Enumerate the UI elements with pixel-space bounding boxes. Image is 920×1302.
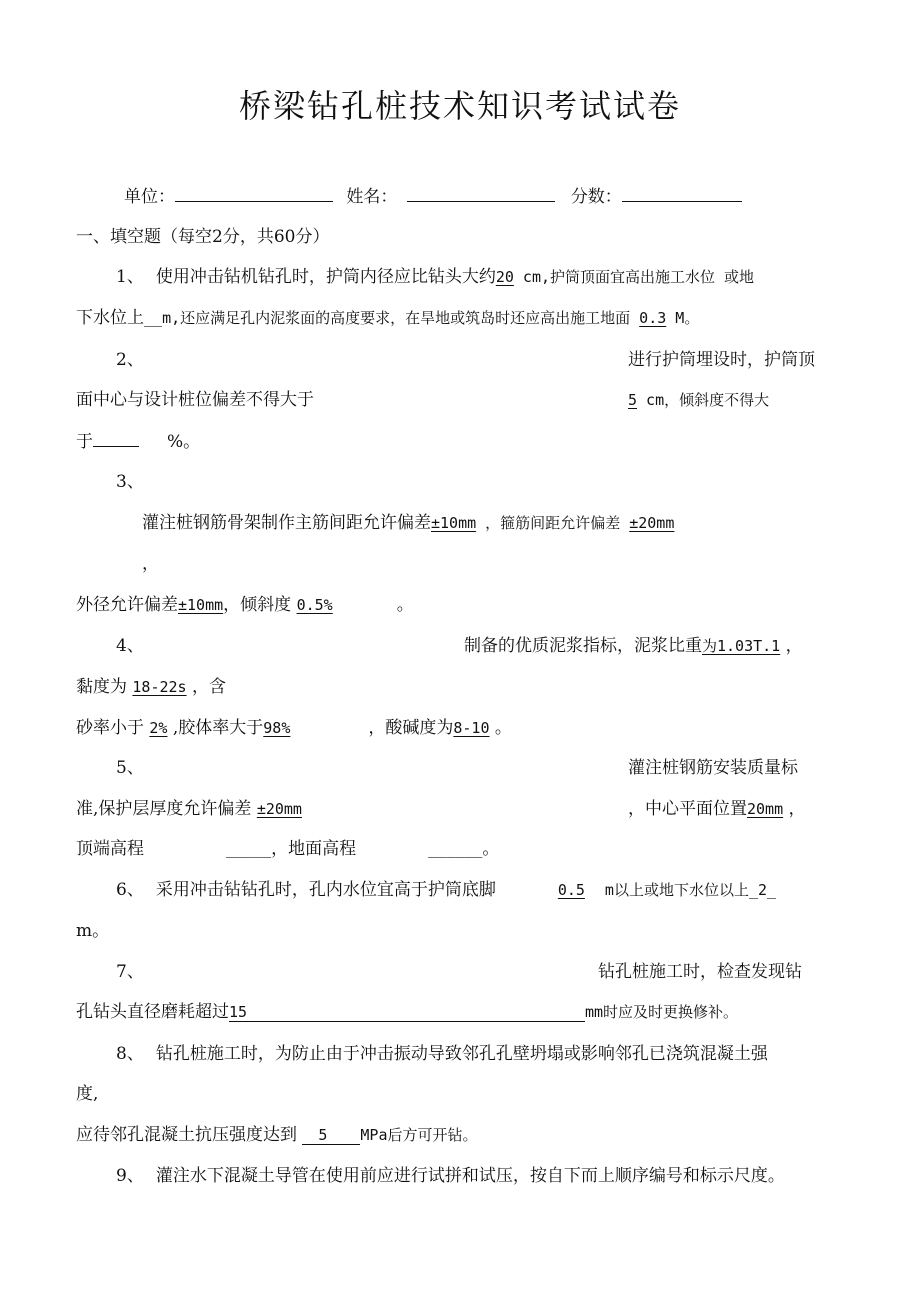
question-3-line-3 [76,594,414,616]
answer-text: 20mm [747,800,784,818]
question-text: ， [783,799,806,819]
page-title: 桥梁钻孔桩技术知识考试试卷 [238,87,681,125]
question-text: ，地面高程 [271,839,357,859]
question-text: 使用冲击钻机钻孔时，护筒内径应比钻头大约 [155,267,496,287]
header-info-line [124,185,742,208]
question-7-line-1: 钻孔桩施工时，检查发现钻 [598,962,802,982]
question-text: 。 [489,718,512,738]
question-7-number: 7、 [116,962,144,982]
question-text: 孔钻头直径磨耗超过 [76,1002,229,1022]
question-8-line-1 [116,1043,768,1065]
question-2-number: 2、 [116,350,144,370]
question-4-line-2 [76,676,226,698]
question-5-number: 5、 [116,758,144,778]
question-8-line-3 [76,1124,478,1146]
question-number: 6、 [116,880,144,900]
answer-text: 0.3 [639,309,667,327]
score-label: 分数： [570,187,622,207]
question-text: cm,护筒顶面宜高出施工水位 或地 [513,268,755,286]
question-text: 钻孔桩施工时，为防止由于冲击振动导致邻孔孔壁坍塌或影响邻孔已浇筑混凝土强 [155,1044,768,1064]
question-text: 黏度为 [76,677,133,697]
question-text: 准,保护层厚度允许偏差 [76,799,257,819]
question-text: m以上或地下水位以上_2_ [604,881,777,899]
question-4-line-1 [464,635,803,657]
question-number: 9、 [116,1166,144,1186]
question-5-line-1: 灌注桩钢筋安装质量标 [628,758,798,778]
answer-blank: ______ [428,840,483,858]
answer-text: 2% [149,719,168,737]
answer-text: ±20mm [256,800,302,818]
question-text: ，酸碱度为 [368,718,454,738]
score-blank[interactable] [622,185,742,202]
name-label: 姓名： [346,187,398,207]
answer-text: 0.5 [557,881,585,899]
question-text: 。 [396,595,414,615]
question-5-line-3 [76,838,499,860]
question-3-line-1 [142,512,674,534]
question-number: 8、 [116,1044,144,1064]
question-text: 应待邻孔混凝土抗压强度达到 [76,1125,303,1145]
question-text: 于 [76,432,93,452]
question-6-line-1 [116,879,776,901]
unit-label: 单位： [124,187,175,207]
question-text: cm，倾斜度不得大 [637,391,770,409]
answer-text: 5 [628,391,638,409]
question-text: ，箍筋间距允许偏差 [476,514,630,532]
question-text: 下水位上 [76,308,144,328]
question-text: m,还应满足孔内泥浆面的高度要求，在旱地或筑岛时还应高出施工地面 [162,309,640,327]
question-3-line-2: ， [142,554,159,574]
answer-text: 为1.03T.1 [702,637,781,655]
question-1-line-2 [76,307,699,329]
question-4-line-3 [76,717,512,739]
answer-text: 18-22s [132,678,187,696]
question-text: 外径允许偏差 [76,595,178,615]
question-2-line-3 [76,430,200,453]
answer-text: 15 [229,1003,585,1022]
unit-blank[interactable] [175,185,333,202]
question-text: ，中心平面位置 [628,799,747,819]
question-number: 1、 [116,267,144,287]
question-text: mm时应及时更换修补。 [585,1003,739,1021]
question-text: ，倾斜度 [223,595,297,615]
question-7-line-2 [76,1001,738,1023]
question-text: 采用冲击钻钻孔时，孔内水位宜高于护筒底脚 [155,880,496,900]
question-text: MPa后方可开钻。 [360,1126,478,1144]
answer-text: 20 [495,268,514,286]
question-6-line-2: m。 [76,921,110,941]
question-text: 制备的优质泥浆指标，泥浆比重 [464,636,702,656]
question-5-line-2a [76,798,302,820]
question-2-line-1: 进行护筒埋设时，护筒顶 [628,350,815,370]
answer-text: 98% [263,719,291,737]
answer-blank: _____ [226,840,272,858]
question-text: 灌注水下混凝土导管在使用前应进行试拼和试压，按自下而上顺序编号和标示尺度。 [155,1166,785,1186]
answer-text: 0.5% [296,596,333,614]
question-4-number: 4、 [116,636,144,656]
question-text: ,胶体率大于 [167,718,264,738]
question-text: ， [780,636,803,656]
question-text: 顶端高程 [76,839,144,859]
question-text: M。 [666,309,700,327]
question-text: %。 [167,432,201,452]
question-text: ，含 [186,677,226,697]
question-3-number: 3、 [116,472,144,492]
name-blank[interactable] [407,185,555,202]
question-1-line-1 [116,266,754,288]
answer-blank[interactable] [93,430,139,447]
question-text: 。 [482,839,500,859]
question-5-line-2b [628,798,806,820]
section-heading: 一、填空题（每空2分，共60分） [76,227,330,247]
question-text: 灌注桩钢筋骨架制作主筋间距允许偏差 [142,513,431,533]
answer-text: ±10mm [178,596,224,614]
answer-text: ±20mm [629,514,675,532]
question-2-line-2a: 面中心与设计桩位偏差不得大于 [76,390,314,410]
question-8-line-2: 度, [76,1084,99,1104]
question-text: 砂率小于 [76,718,150,738]
question-9-line-1 [116,1165,785,1187]
answer-blank: __ [144,309,163,327]
answer-text: ±10mm [431,514,477,532]
answer-text: 5 [302,1126,360,1145]
answer-text: 8-10 [453,719,490,737]
question-2-line-2b [628,389,769,411]
